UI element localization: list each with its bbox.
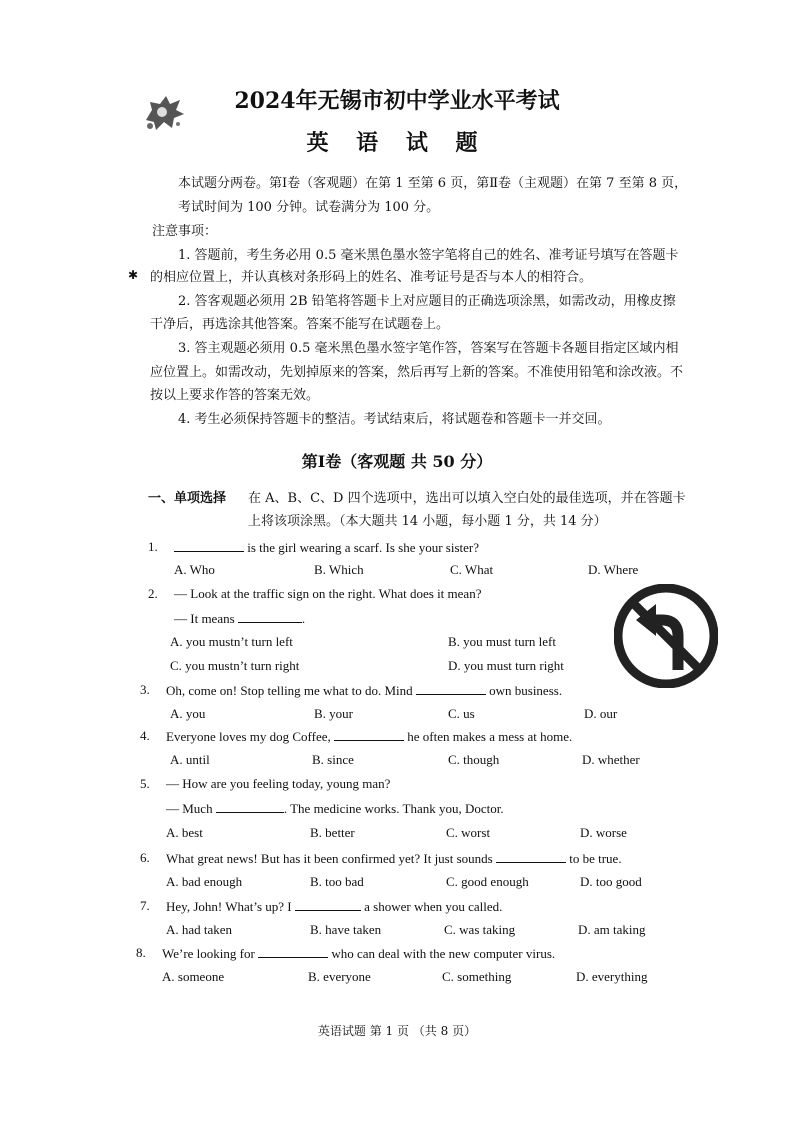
option-c: C. something (442, 969, 512, 984)
intro-line-2: 考试时间为 100 分钟。试卷满分为 100 分。 (178, 200, 440, 215)
option-b: B. Which (314, 562, 364, 577)
answer-blank (258, 945, 328, 958)
option-a: A. you mustn’t turn left (170, 634, 293, 649)
question-number: 8. (136, 945, 146, 960)
answer-blank (216, 800, 284, 813)
option-a: A. bad enough (166, 874, 243, 889)
option-b: B. your (314, 706, 353, 721)
option-b: B. since (312, 752, 354, 767)
question-6-text: What great news! But has it been confirmed yet? It just sounds to be true. (166, 851, 622, 866)
option-d: D. Where (588, 562, 639, 577)
option-a: A. until (170, 752, 210, 767)
answer-blank (496, 850, 566, 863)
option-d: D. everything (576, 969, 648, 984)
option-c: C. good enough (446, 874, 529, 889)
option-c: C. us (448, 706, 475, 721)
question-5-line-2: — Much . The medicine works. Thank you, Doctor. (166, 801, 504, 816)
question-number: 3. (140, 682, 150, 697)
option-b: B. better (310, 825, 355, 840)
option-d: D. whether (582, 752, 640, 767)
question-number: 2. (148, 586, 158, 601)
part-instruction-2: 上将该项涂黑。（本大题共 14 小题，每小题 1 分，共 14 分） (248, 514, 607, 529)
question-5-line-1: — How are you feeling today, young man? (166, 776, 391, 791)
option-b: B. have taken (310, 922, 382, 937)
question-8-text: We’re looking for who can deal with the new computer virus. (162, 946, 556, 961)
exam-title: 2024年无锡市初中学业水平考试 (234, 88, 560, 114)
option-d: D. am taking (578, 922, 646, 937)
option-d: D. our (584, 706, 618, 721)
question-1-text: is the girl wearing a scarf. Is she your sister? (174, 539, 479, 556)
question-number: 6. (140, 850, 150, 865)
section-title: 第Ⅰ卷（客观题 共 50 分） (301, 452, 493, 471)
question-4-text: Everyone loves my dog Coffee, he often makes a mess at home. (166, 729, 573, 744)
option-c: C. though (448, 752, 500, 767)
notes-heading: 注意事项： (152, 224, 218, 239)
answer-blank (174, 539, 244, 552)
option-c: C. worst (446, 825, 491, 840)
question-7-text: Hey, John! What’s up? I a shower when you called. (166, 899, 503, 914)
option-a: A. Who (174, 562, 215, 577)
option-d: D. too good (580, 874, 642, 889)
part-instruction-1: 在 A、B、C、D 四个选项中，选出可以填入空白处的最佳选项，并在答题卡 (248, 491, 686, 506)
option-c: C. What (450, 562, 494, 577)
question-number: 5. (140, 776, 150, 791)
option-a: A. had taken (166, 922, 233, 937)
question-2-line-1: — Look at the traffic sign on the right. What does it mean? (174, 586, 482, 601)
option-c: C. you mustn’t turn right (170, 658, 300, 673)
option-c: C. was taking (444, 922, 516, 937)
note-3a: 3. 答主观题必须用 0.5 毫米黑色墨水签字笔作答，答案写在答题卡各题目指定区域内相 (178, 341, 679, 356)
option-b: B. everyone (308, 969, 371, 984)
no-left-turn-sign-icon (614, 584, 718, 692)
option-b: B. too bad (310, 874, 364, 889)
note-4: 4. 考生必须保持答题卡的整洁。考试结束后，将试题卷和答题卡一并交回。 (178, 412, 611, 427)
answer-blank (295, 898, 361, 911)
note-2b: 干净后，再选涂其他答案。答案不能写在试题卷上。 (150, 317, 450, 332)
note-1a: 1. 答题前，考生务必用 0.5 毫米黑色墨水签字笔将自己的姓名、准考证号填写在答题卡 (178, 248, 679, 263)
question-number: 4. (140, 728, 150, 743)
option-b: B. you must turn left (448, 634, 556, 649)
note-1b: 的相应位置上，并认真核对条形码上的姓名、准考证号是否与本人的相符合。 (150, 270, 593, 285)
answer-blank (334, 728, 404, 741)
option-a: A. best (166, 825, 203, 840)
asterisk-mark-icon: ✱ (128, 268, 139, 282)
page-footer: 英语试题 第 1 页 （共 8 页） (317, 1024, 477, 1038)
option-a: A. someone (162, 969, 225, 984)
question-3-text: Oh, come on! Stop telling me what to do. Mind own business. (166, 683, 563, 698)
answer-blank (416, 682, 486, 695)
note-3b: 应位置上。如需改动，先划掉原来的答案，然后再写上新的答案。不准使用铅笔和涂改液。不 (150, 365, 684, 380)
question-2-line-2: — It means . (174, 611, 306, 626)
note-2a: 2. 答客观题必须用 2B 铅笔将答题卡上对应题目的正确选项涂黑，如需改动，用橡皮擦 (178, 294, 676, 309)
exam-subtitle: 英 语 试 题 (306, 130, 488, 156)
answer-blank (238, 610, 302, 623)
question-number: 7. (140, 898, 150, 913)
option-d: D. worse (580, 825, 627, 840)
intro-line-1: 本试题分两卷。第Ⅰ卷（客观题）在第 1 至第 6 页，第Ⅱ卷（主观题）在第 7 至第 8 页， (178, 176, 688, 191)
part-label: 一、单项选择 (148, 491, 227, 506)
question-number: 1. (148, 539, 158, 554)
option-d: D. you must turn right (448, 658, 564, 673)
option-a: A. you (170, 706, 206, 721)
note-3c: 按以上要求作答的答案无效。 (150, 388, 320, 403)
